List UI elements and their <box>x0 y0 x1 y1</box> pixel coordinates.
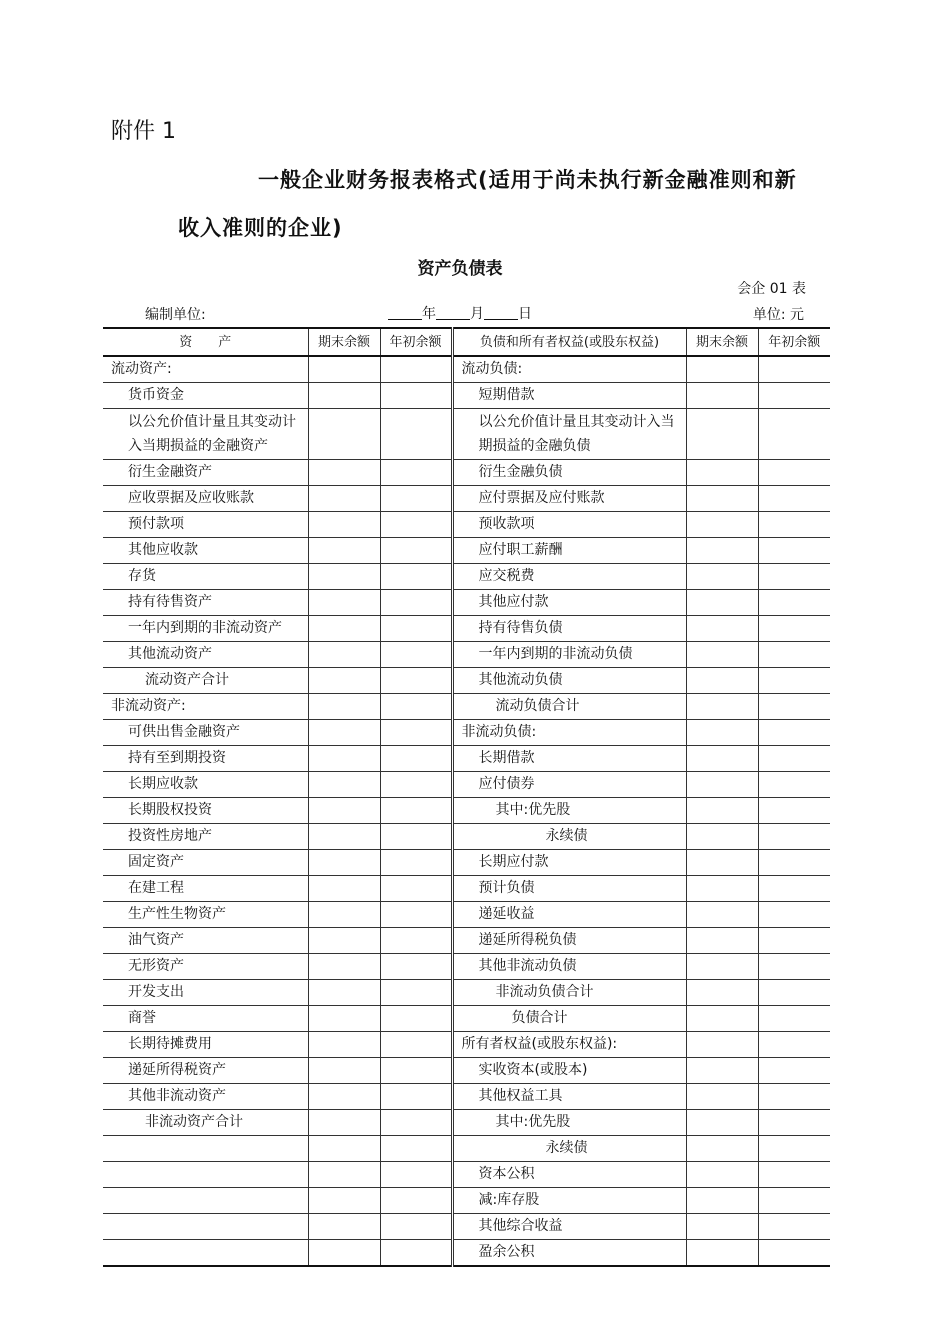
table-row <box>103 902 830 928</box>
liability-end-balance-cell <box>686 720 758 746</box>
year-label: 年 <box>422 306 436 322</box>
attachment-label: 附件 1 <box>111 119 176 144</box>
asset-item-label: 持有至到期投资 <box>103 746 308 772</box>
liability-end-balance-cell <box>686 876 758 902</box>
table-row <box>103 876 830 902</box>
table-row <box>103 590 830 616</box>
asset-begin-balance-cell <box>380 1136 452 1162</box>
asset-item-label: 非流动资产合计 <box>103 1110 308 1136</box>
table-row <box>103 409 830 460</box>
liability-begin-balance-cell <box>758 824 830 850</box>
liability-item-label: 实收资本(或股本) <box>452 1058 686 1084</box>
liability-item-label: 永续债 <box>452 1136 686 1162</box>
asset-end-balance-cell <box>308 746 380 772</box>
table-row <box>103 1162 830 1188</box>
asset-end-balance-cell <box>308 1110 380 1136</box>
liability-begin-balance-cell <box>758 980 830 1006</box>
table-row <box>103 850 830 876</box>
currency-unit: 单位: 元 <box>752 307 804 323</box>
asset-end-balance-cell <box>308 409 380 460</box>
liability-item-label: 短期借款 <box>452 383 686 409</box>
table-row <box>103 1006 830 1032</box>
col-header-assets: 资 产 <box>103 328 308 356</box>
liability-item-label: 衍生金融负债 <box>452 460 686 486</box>
year-blank <box>388 305 422 320</box>
table-row <box>103 954 830 980</box>
table-row <box>103 642 830 668</box>
liability-begin-balance-cell <box>758 616 830 642</box>
asset-begin-balance-cell <box>380 720 452 746</box>
table-row <box>103 746 830 772</box>
liability-end-balance-cell <box>686 383 758 409</box>
liability-end-balance-cell <box>686 486 758 512</box>
liability-end-balance-cell <box>686 772 758 798</box>
asset-end-balance-cell <box>308 590 380 616</box>
liability-item-label: 其他权益工具 <box>452 1084 686 1110</box>
liability-item-label: 其他应付款 <box>452 590 686 616</box>
document-title-line1: 一般企业财务报表格式(适用于尚未执行新金融准则和新 <box>258 168 797 192</box>
asset-item-label: 长期股权投资 <box>103 798 308 824</box>
liability-begin-balance-cell <box>758 798 830 824</box>
liability-item-label: 流动负债: <box>452 356 686 383</box>
report-subtitle: 资产负债表 <box>417 259 503 279</box>
asset-item-label: 其他流动资产 <box>103 642 308 668</box>
liability-end-balance-cell <box>686 850 758 876</box>
liability-end-balance-cell <box>686 616 758 642</box>
asset-item-label: 可供出售金融资产 <box>103 720 308 746</box>
asset-item-label: 长期待摊费用 <box>103 1032 308 1058</box>
table-row <box>103 980 830 1006</box>
asset-item-label <box>103 1136 308 1162</box>
liability-end-balance-cell <box>686 954 758 980</box>
liability-end-balance-cell <box>686 746 758 772</box>
asset-begin-balance-cell <box>380 746 452 772</box>
table-row <box>103 1084 830 1110</box>
asset-end-balance-cell <box>308 1136 380 1162</box>
col-header-liab-begin-balance: 年初余额 <box>758 328 830 356</box>
asset-begin-balance-cell <box>380 356 452 383</box>
asset-begin-balance-cell <box>380 590 452 616</box>
liability-end-balance-cell <box>686 824 758 850</box>
table-row <box>103 460 830 486</box>
asset-end-balance-cell <box>308 928 380 954</box>
liability-item-label: 永续债 <box>452 824 686 850</box>
liability-item-label: 减:库存股 <box>452 1188 686 1214</box>
liability-item-label: 非流动负债合计 <box>452 980 686 1006</box>
table-row <box>103 1240 830 1267</box>
liability-begin-balance-cell <box>758 1110 830 1136</box>
liability-begin-balance-cell <box>758 1084 830 1110</box>
asset-item-label: 一年内到期的非流动资产 <box>103 616 308 642</box>
asset-begin-balance-cell <box>380 538 452 564</box>
prepared-by-label: 编制单位: <box>145 307 206 323</box>
asset-item-label: 以公允价值计量且其变动计入当期损益的金融资产 <box>103 409 308 460</box>
document-title-line2: 收入准则的企业) <box>178 216 343 240</box>
liability-end-balance-cell <box>686 356 758 383</box>
liability-end-balance-cell <box>686 642 758 668</box>
table-row <box>103 383 830 409</box>
asset-item-label: 生产性生物资产 <box>103 902 308 928</box>
asset-item-label: 货币资金 <box>103 383 308 409</box>
asset-begin-balance-cell <box>380 642 452 668</box>
asset-end-balance-cell <box>308 1214 380 1240</box>
asset-begin-balance-cell <box>380 1214 452 1240</box>
asset-begin-balance-cell <box>380 1084 452 1110</box>
liability-item-label: 以公允价值计量且其变动计入当期损益的金融负债 <box>452 409 686 460</box>
liability-end-balance-cell <box>686 1162 758 1188</box>
asset-end-balance-cell <box>308 460 380 486</box>
table-row <box>103 928 830 954</box>
liability-item-label: 预计负债 <box>452 876 686 902</box>
asset-end-balance-cell <box>308 1006 380 1032</box>
liability-begin-balance-cell <box>758 1188 830 1214</box>
asset-end-balance-cell <box>308 1058 380 1084</box>
asset-end-balance-cell <box>308 564 380 590</box>
asset-end-balance-cell <box>308 876 380 902</box>
liability-end-balance-cell <box>686 512 758 538</box>
col-header-liab-end-balance: 期末余额 <box>686 328 758 356</box>
table-row <box>103 564 830 590</box>
liability-begin-balance-cell <box>758 928 830 954</box>
asset-item-label: 开发支出 <box>103 980 308 1006</box>
month-blank <box>436 305 470 320</box>
asset-end-balance-cell <box>308 720 380 746</box>
liability-begin-balance-cell <box>758 383 830 409</box>
liability-item-label: 非流动负债: <box>452 720 686 746</box>
asset-item-label: 其他应收款 <box>103 538 308 564</box>
liability-end-balance-cell <box>686 980 758 1006</box>
liability-begin-balance-cell <box>758 1006 830 1032</box>
asset-end-balance-cell <box>308 824 380 850</box>
asset-end-balance-cell <box>308 1084 380 1110</box>
liability-item-label: 负债合计 <box>452 1006 686 1032</box>
asset-end-balance-cell <box>308 538 380 564</box>
liability-begin-balance-cell <box>758 1240 830 1267</box>
liability-begin-balance-cell <box>758 876 830 902</box>
liability-item-label: 持有待售负债 <box>452 616 686 642</box>
asset-end-balance-cell <box>308 798 380 824</box>
table-row <box>103 356 830 383</box>
table-row <box>103 1058 830 1084</box>
liability-begin-balance-cell <box>758 642 830 668</box>
liability-begin-balance-cell <box>758 486 830 512</box>
table-row <box>103 512 830 538</box>
liability-end-balance-cell <box>686 460 758 486</box>
liability-begin-balance-cell <box>758 668 830 694</box>
liability-end-balance-cell <box>686 1214 758 1240</box>
day-label: 日 <box>518 306 532 322</box>
asset-begin-balance-cell <box>380 1110 452 1136</box>
asset-item-label: 长期应收款 <box>103 772 308 798</box>
table-row <box>103 668 830 694</box>
asset-begin-balance-cell <box>380 460 452 486</box>
liability-item-label: 递延收益 <box>452 902 686 928</box>
liability-end-balance-cell <box>686 1188 758 1214</box>
liability-end-balance-cell <box>686 1110 758 1136</box>
table-row <box>103 1110 830 1136</box>
asset-item-label: 投资性房地产 <box>103 824 308 850</box>
liability-end-balance-cell <box>686 590 758 616</box>
liability-begin-balance-cell <box>758 850 830 876</box>
liability-begin-balance-cell <box>758 564 830 590</box>
asset-end-balance-cell <box>308 383 380 409</box>
asset-item-label: 在建工程 <box>103 876 308 902</box>
liability-item-label: 其他综合收益 <box>452 1214 686 1240</box>
liability-begin-balance-cell <box>758 356 830 383</box>
asset-begin-balance-cell <box>380 383 452 409</box>
liability-item-label: 流动负债合计 <box>452 694 686 720</box>
asset-item-label: 油气资产 <box>103 928 308 954</box>
liability-item-label: 应付票据及应付账款 <box>452 486 686 512</box>
asset-begin-balance-cell <box>380 668 452 694</box>
liability-item-label: 应付职工薪酬 <box>452 538 686 564</box>
form-number: 会企 01 表 <box>737 281 806 297</box>
asset-begin-balance-cell <box>380 616 452 642</box>
asset-begin-balance-cell <box>380 954 452 980</box>
col-header-asset-begin-balance: 年初余额 <box>380 328 452 356</box>
asset-item-label <box>103 1188 308 1214</box>
liability-end-balance-cell <box>686 668 758 694</box>
asset-end-balance-cell <box>308 486 380 512</box>
asset-begin-balance-cell <box>380 772 452 798</box>
liability-begin-balance-cell <box>758 720 830 746</box>
asset-begin-balance-cell <box>380 928 452 954</box>
asset-begin-balance-cell <box>380 876 452 902</box>
liability-end-balance-cell <box>686 1032 758 1058</box>
liability-item-label: 其他非流动负债 <box>452 954 686 980</box>
table-row <box>103 1032 830 1058</box>
asset-begin-balance-cell <box>380 980 452 1006</box>
asset-end-balance-cell <box>308 1240 380 1267</box>
asset-end-balance-cell <box>308 512 380 538</box>
asset-end-balance-cell <box>308 642 380 668</box>
asset-begin-balance-cell <box>380 1188 452 1214</box>
liability-begin-balance-cell <box>758 460 830 486</box>
liability-end-balance-cell <box>686 538 758 564</box>
asset-begin-balance-cell <box>380 850 452 876</box>
asset-end-balance-cell <box>308 356 380 383</box>
liability-begin-balance-cell <box>758 1032 830 1058</box>
asset-item-label: 递延所得税资产 <box>103 1058 308 1084</box>
liability-item-label: 应付债券 <box>452 772 686 798</box>
asset-end-balance-cell <box>308 616 380 642</box>
liability-begin-balance-cell <box>758 746 830 772</box>
asset-item-label <box>103 1162 308 1188</box>
table-row <box>103 772 830 798</box>
asset-begin-balance-cell <box>380 564 452 590</box>
col-header-asset-end-balance: 期末余额 <box>308 328 380 356</box>
asset-end-balance-cell <box>308 954 380 980</box>
asset-end-balance-cell <box>308 980 380 1006</box>
asset-begin-balance-cell <box>380 486 452 512</box>
asset-item-label: 应收票据及应收账款 <box>103 486 308 512</box>
liability-end-balance-cell <box>686 564 758 590</box>
asset-end-balance-cell <box>308 694 380 720</box>
liability-end-balance-cell <box>686 409 758 460</box>
table-row <box>103 694 830 720</box>
asset-begin-balance-cell <box>380 1006 452 1032</box>
asset-end-balance-cell <box>308 902 380 928</box>
asset-item-label: 无形资产 <box>103 954 308 980</box>
table-row <box>103 1188 830 1214</box>
liability-item-label: 长期借款 <box>452 746 686 772</box>
asset-begin-balance-cell <box>380 798 452 824</box>
table-row <box>103 720 830 746</box>
asset-begin-balance-cell <box>380 409 452 460</box>
table-row <box>103 486 830 512</box>
asset-begin-balance-cell <box>380 902 452 928</box>
asset-end-balance-cell <box>308 1188 380 1214</box>
liability-end-balance-cell <box>686 1084 758 1110</box>
table-header-row <box>103 328 830 356</box>
table-row <box>103 538 830 564</box>
table-row <box>103 824 830 850</box>
asset-end-balance-cell <box>308 850 380 876</box>
asset-item-label: 流动资产: <box>103 356 308 383</box>
asset-end-balance-cell <box>308 1032 380 1058</box>
liability-end-balance-cell <box>686 1240 758 1267</box>
table-row <box>103 616 830 642</box>
asset-item-label: 衍生金融资产 <box>103 460 308 486</box>
table-row <box>103 1136 830 1162</box>
asset-end-balance-cell <box>308 772 380 798</box>
day-blank <box>484 305 518 320</box>
month-label: 月 <box>470 306 484 322</box>
liability-item-label: 应交税费 <box>452 564 686 590</box>
liability-begin-balance-cell <box>758 538 830 564</box>
liability-begin-balance-cell <box>758 1214 830 1240</box>
liability-begin-balance-cell <box>758 694 830 720</box>
liability-begin-balance-cell <box>758 954 830 980</box>
asset-item-label: 其他非流动资产 <box>103 1084 308 1110</box>
table-body <box>103 356 830 1266</box>
liability-end-balance-cell <box>686 694 758 720</box>
balance-sheet-table <box>103 327 830 1267</box>
liability-end-balance-cell <box>686 1006 758 1032</box>
asset-item-label: 流动资产合计 <box>103 668 308 694</box>
liability-end-balance-cell <box>686 928 758 954</box>
asset-begin-balance-cell <box>380 1058 452 1084</box>
asset-item-label: 非流动资产: <box>103 694 308 720</box>
liability-end-balance-cell <box>686 1058 758 1084</box>
asset-item-label: 商誉 <box>103 1006 308 1032</box>
liability-begin-balance-cell <box>758 512 830 538</box>
liability-item-label: 一年内到期的非流动负债 <box>452 642 686 668</box>
table-row <box>103 1214 830 1240</box>
liability-begin-balance-cell <box>758 590 830 616</box>
asset-item-label: 存货 <box>103 564 308 590</box>
date-line <box>388 303 532 323</box>
asset-end-balance-cell <box>308 668 380 694</box>
asset-begin-balance-cell <box>380 1240 452 1267</box>
asset-begin-balance-cell <box>380 1162 452 1188</box>
liability-item-label: 盈余公积 <box>452 1240 686 1267</box>
col-header-liabilities-equity: 负债和所有者权益(或股东权益) <box>452 328 686 356</box>
asset-item-label: 预付款项 <box>103 512 308 538</box>
liability-begin-balance-cell <box>758 409 830 460</box>
liability-begin-balance-cell <box>758 902 830 928</box>
liability-begin-balance-cell <box>758 772 830 798</box>
asset-item-label <box>103 1214 308 1240</box>
liability-item-label: 其中:优先股 <box>452 798 686 824</box>
liability-item-label: 资本公积 <box>452 1162 686 1188</box>
asset-item-label: 持有待售资产 <box>103 590 308 616</box>
asset-begin-balance-cell <box>380 1032 452 1058</box>
asset-end-balance-cell <box>308 1162 380 1188</box>
asset-begin-balance-cell <box>380 824 452 850</box>
liability-item-label: 长期应付款 <box>452 850 686 876</box>
liability-item-label: 其他流动负债 <box>452 668 686 694</box>
liability-item-label: 所有者权益(或股东权益): <box>452 1032 686 1058</box>
asset-begin-balance-cell <box>380 694 452 720</box>
liability-begin-balance-cell <box>758 1162 830 1188</box>
liability-end-balance-cell <box>686 798 758 824</box>
table-row <box>103 798 830 824</box>
asset-begin-balance-cell <box>380 512 452 538</box>
asset-item-label: 固定资产 <box>103 850 308 876</box>
asset-item-label <box>103 1240 308 1267</box>
liability-item-label: 其中:优先股 <box>452 1110 686 1136</box>
liability-item-label: 预收款项 <box>452 512 686 538</box>
liability-end-balance-cell <box>686 902 758 928</box>
liability-item-label: 递延所得税负债 <box>452 928 686 954</box>
liability-begin-balance-cell <box>758 1058 830 1084</box>
liability-begin-balance-cell <box>758 1136 830 1162</box>
liability-end-balance-cell <box>686 1136 758 1162</box>
